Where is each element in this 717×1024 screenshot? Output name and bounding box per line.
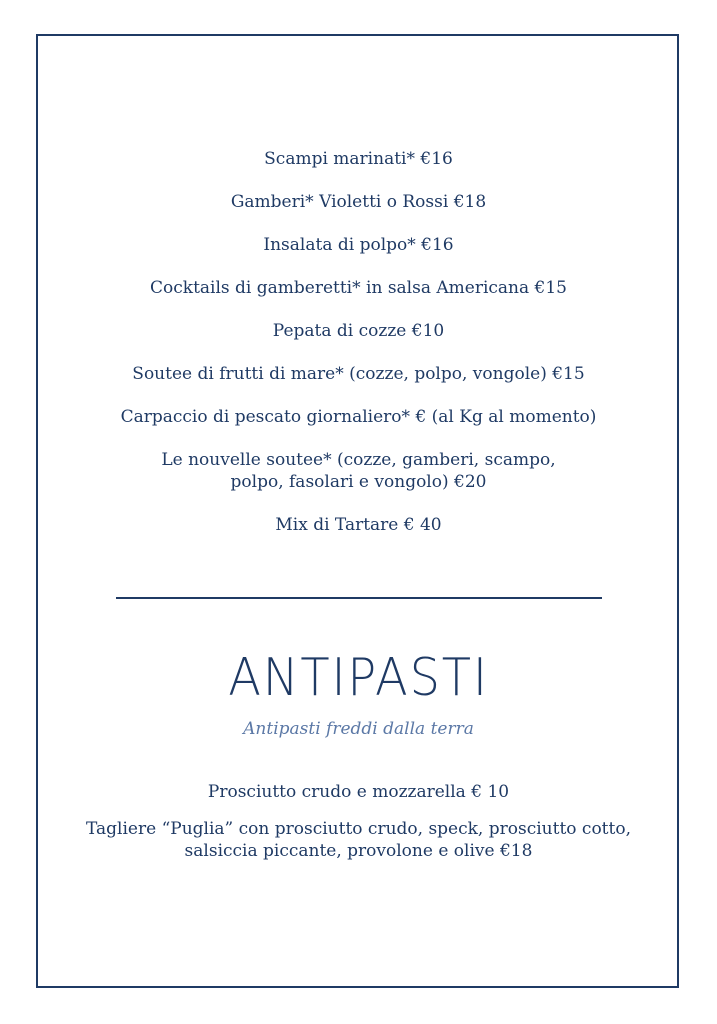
menu-item-text: Mix di Tartare € 40 — [275, 515, 442, 535]
section-subtitle: Antipasti freddi dalla terra — [243, 719, 474, 739]
menu-item-text: Soutee di frutti di mare* (cozze, polpo, vongole) €15 — [132, 364, 585, 384]
menu-item — [0, 781, 717, 803]
menu-item — [0, 320, 717, 342]
menu-item-text: salsiccia piccante, provolone e olive €18 — [184, 841, 533, 861]
menu-item — [0, 818, 717, 862]
menu-item-text: Carpaccio di pescato giornaliero* € (al Kg al momento) — [120, 407, 597, 427]
menu-item-text: Scampi marinati* €16 — [264, 149, 453, 169]
menu-item-text: Cocktails di gamberetti* in salsa Americana €15 — [150, 278, 567, 298]
menu-item — [0, 406, 717, 428]
menu-item — [0, 449, 717, 493]
menu-item-text: polpo, fasolari e vongolo) €20 — [230, 472, 487, 492]
menu-item-text: Prosciutto crudo e mozzarella € 10 — [207, 782, 510, 802]
menu-item — [0, 363, 717, 385]
menu-item — [0, 191, 717, 213]
antipasti-menu-list — [0, 781, 717, 877]
menu-item — [0, 277, 717, 299]
menu-item — [0, 234, 717, 256]
menu-item-text: Pepata di cozze €10 — [272, 321, 445, 341]
menu-item-text: Gamberi* Violetti o Rossi €18 — [230, 192, 487, 212]
menu-item-text: Insalata di polpo* €16 — [263, 235, 454, 255]
menu-item — [0, 148, 717, 170]
menu-item-text: Tagliere “Puglia” con prosciutto crudo, speck, prosciutto cotto, — [86, 819, 631, 839]
section-title: ANTIPASTI — [228, 648, 489, 708]
section-divider — [116, 597, 602, 599]
menu-item-text: Le nouvelle soutee* (cozze, gamberi, scampo, — [161, 450, 556, 470]
menu-item — [0, 514, 717, 536]
seafood-menu-list — [0, 148, 717, 557]
